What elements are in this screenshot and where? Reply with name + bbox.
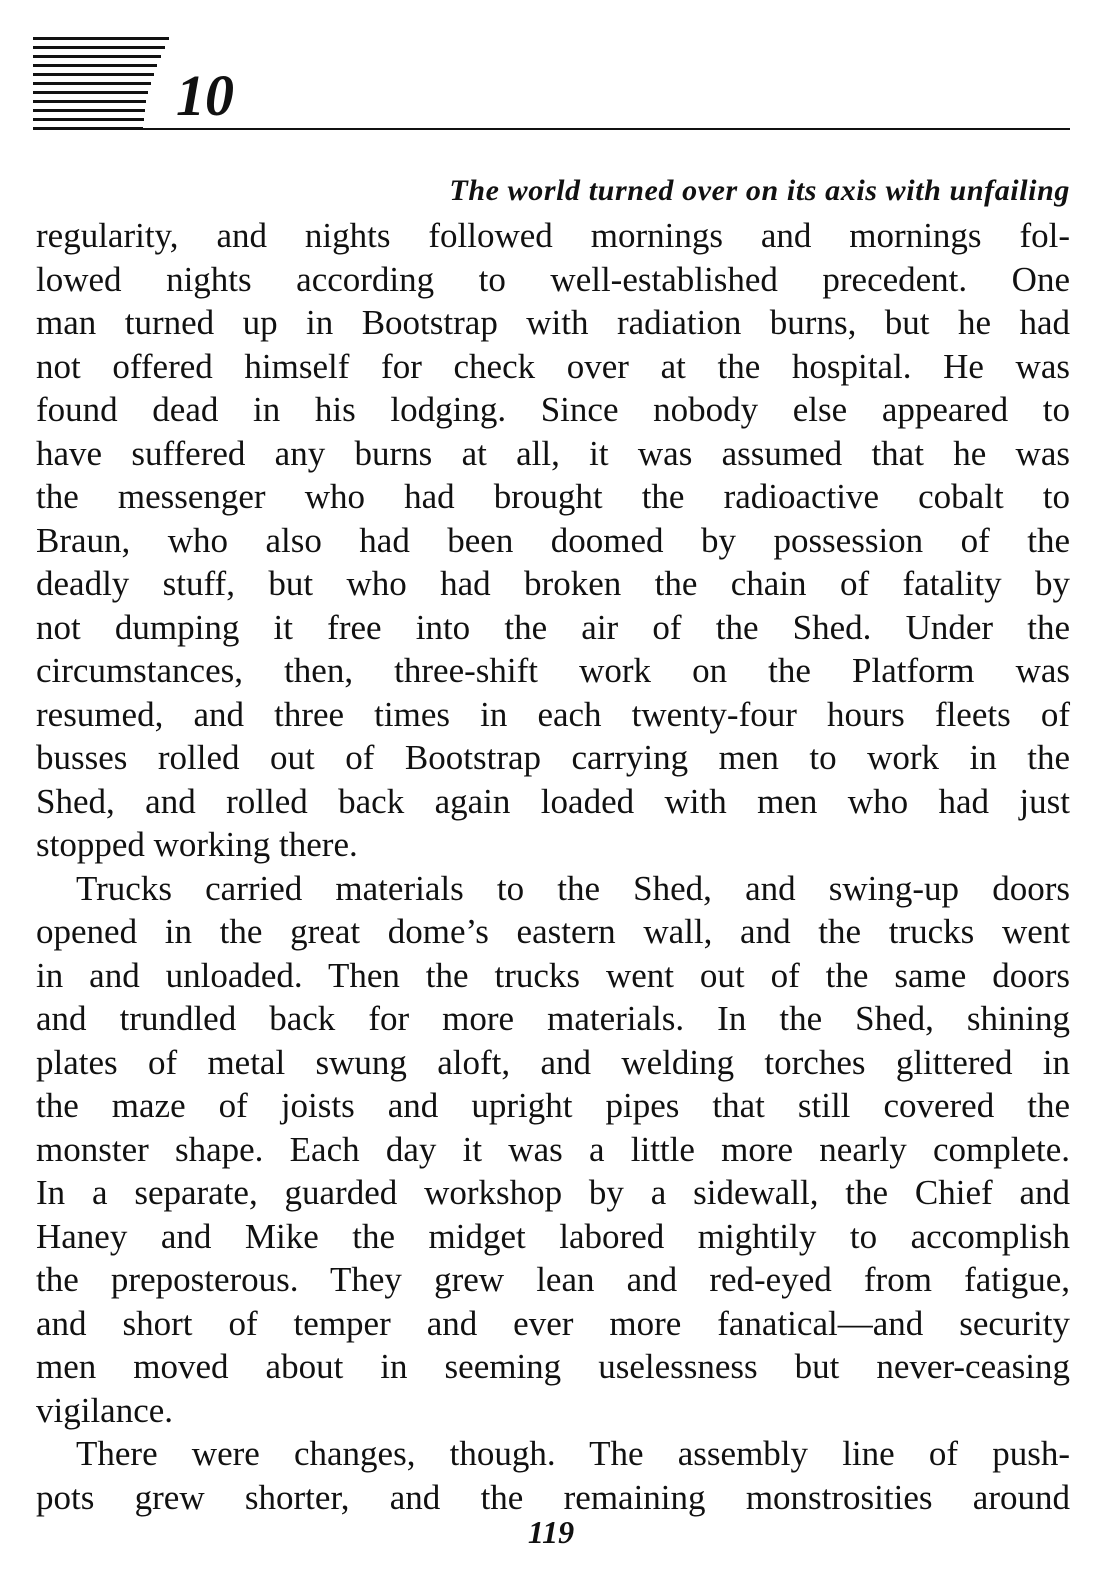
chapter-stripes-ornament (33, 37, 169, 133)
text-line: have suffered any burns at all, it was assumed that he was (36, 433, 1070, 473)
text-line: busses rolled out of Bootstrap carrying men to work in the (36, 738, 1070, 777)
text-line: the preposterous. They grew lean and red-eyed from fatigue, (36, 1260, 1070, 1299)
text-line: Shed, and rolled back again loaded with men who had just (36, 781, 1070, 821)
body-text (36, 214, 1070, 1519)
text-line: in and unloaded. Then the trucks went out of the same doors (36, 955, 1070, 995)
text-line: Braun, who also had been doomed by possession of the (36, 520, 1070, 560)
text-line: plates of metal swung aloft, and welding torches glittered in (36, 1042, 1070, 1082)
chapter-number: 10 (176, 63, 234, 128)
text-line: man turned up in Bootstrap with radiation burns, but he had (36, 303, 1070, 342)
text-line: opened in the great dome’s eastern wall, and the trucks went (36, 912, 1070, 951)
text-line: circumstances, then, three-shift work on the Platform was (36, 651, 1070, 690)
text-line: resumed, and three times in each twenty-four hours fleets of (36, 694, 1070, 734)
text-line: regularity, and nights followed mornings and mornings fol- (36, 216, 1070, 255)
text-line: lowed nights according to well-established precedent. One (36, 259, 1070, 299)
text-line: deadly stuff, but who had broken the chain of fatality by (36, 564, 1070, 603)
text-line: stopped working there. (36, 825, 358, 864)
text-line: and short of temper and ever more fanatical—and security (36, 1303, 1070, 1343)
chapter-opening-line: The world turned over on its axis with unfailing (449, 174, 1070, 207)
text-line: There were changes, though. The assembly line of push- (76, 1434, 1070, 1473)
text-line: vigilance. (36, 1390, 174, 1430)
text-line: found dead in his lodging. Since nobody else appeared to (36, 390, 1070, 429)
text-line: men moved about in seeming uselessness but never-ceasing (36, 1347, 1070, 1386)
header-rule (33, 128, 1070, 130)
text-line: Trucks carried materials to the Shed, and swing-up doors (76, 868, 1070, 908)
text-line: monster shape. Each day it was a little more nearly complete. (36, 1129, 1070, 1169)
text-line: the maze of joists and upright pipes that still covered the (36, 1086, 1070, 1125)
text-line: the messenger who had brought the radioactive cobalt to (36, 477, 1070, 516)
text-line: In a separate, guarded workshop by a sidewall, the Chief and (36, 1173, 1070, 1212)
text-line: pots grew shorter, and the remaining monstrosities around (36, 1477, 1070, 1517)
text-line: not dumping it free into the air of the Shed. Under the (36, 607, 1070, 647)
page-number: 119 (527, 1514, 575, 1550)
text-line: not offered himself for check over at the hospital. He was (36, 346, 1070, 386)
text-line: and trundled back for more materials. In the Shed, shining (36, 999, 1070, 1038)
text-line: Haney and Mike the midget labored mightily to accomplish (36, 1216, 1070, 1256)
